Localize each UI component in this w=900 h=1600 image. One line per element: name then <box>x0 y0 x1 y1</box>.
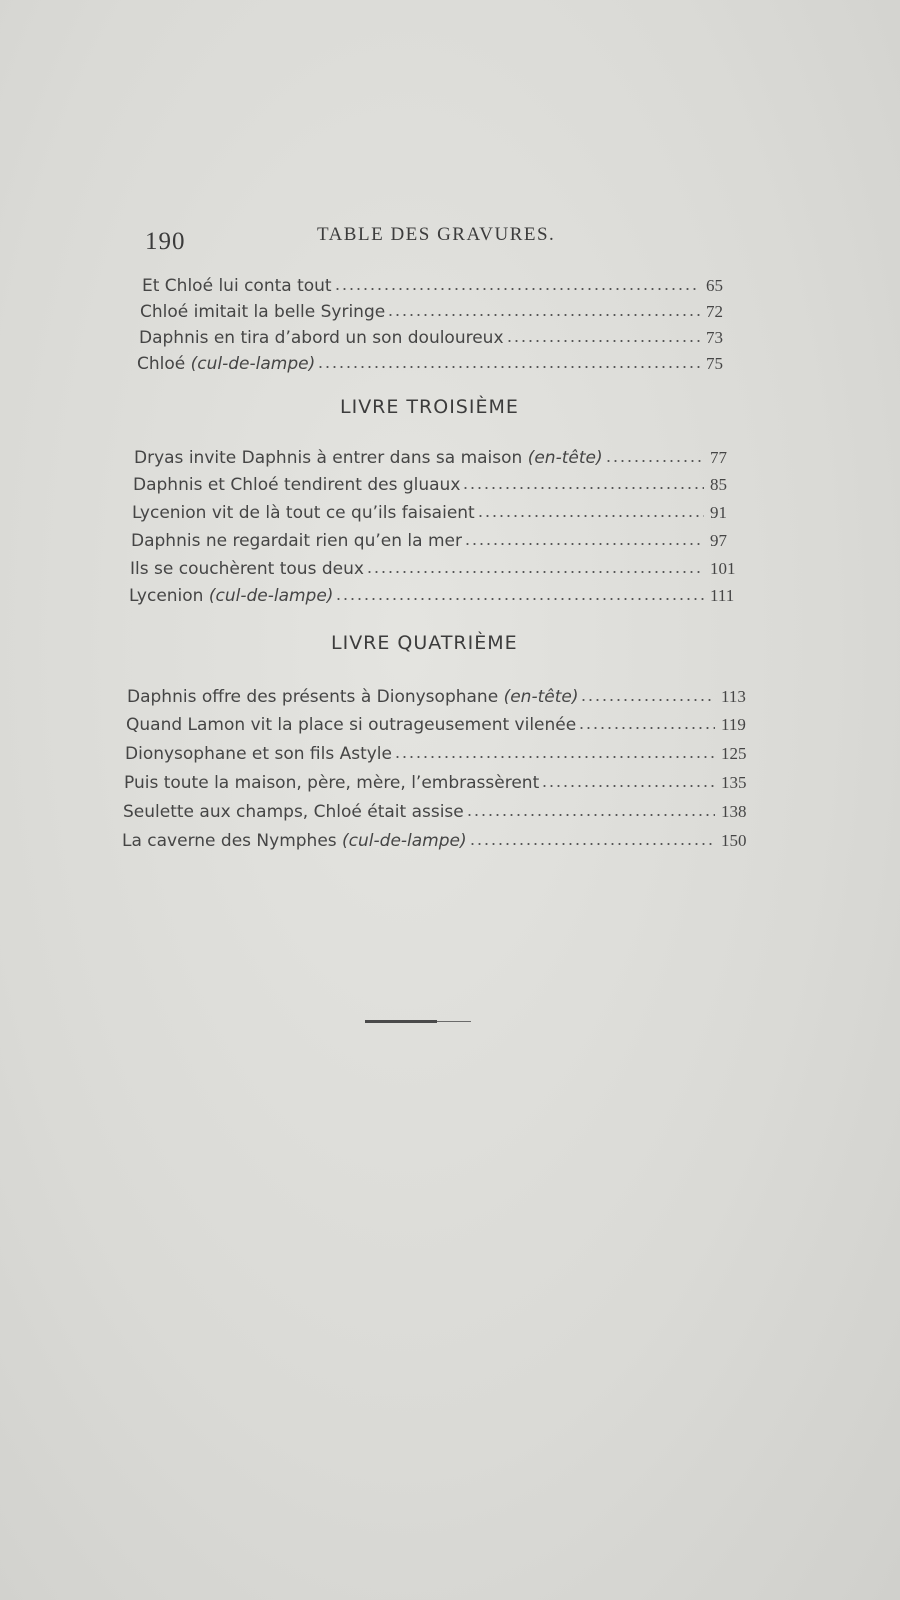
entry-text: Seulette aux champs, Chloé était assise <box>123 802 464 822</box>
toc-entry <box>142 268 742 296</box>
toc-entry <box>137 346 742 374</box>
entry-page: 135 <box>721 773 747 792</box>
toc-entry <box>134 440 746 468</box>
entry-title <box>134 448 603 468</box>
dot-leader <box>462 486 704 490</box>
dot-leader <box>466 813 715 817</box>
dot-leader <box>317 365 700 369</box>
entry-page: 65 <box>706 276 723 295</box>
entry-page: 125 <box>721 744 747 763</box>
entry-title <box>132 503 475 523</box>
entry-title <box>124 773 539 793</box>
section-heading-livre-quatrieme: LIVRE QUATRIÈME <box>331 632 518 654</box>
rule-thin-segment <box>437 1021 471 1022</box>
toc-entry <box>140 294 742 322</box>
toc-entry <box>126 707 757 735</box>
dot-leader <box>578 726 715 730</box>
entry-title <box>137 354 315 374</box>
entry-text: Lycenion vit de là tout ce qu’ils faisaient <box>132 503 475 523</box>
entry-text: Lycenion <box>129 586 209 606</box>
running-head <box>145 222 705 256</box>
entry-title <box>126 715 576 735</box>
toc-entry <box>133 467 746 495</box>
entry-title <box>130 559 364 579</box>
entry-page: 138 <box>721 802 747 821</box>
running-title: TABLE DES GRAVURES. <box>317 224 556 245</box>
entry-text: Ils se couchèrent tous deux <box>130 559 364 579</box>
entry-page: 77 <box>710 448 727 467</box>
entry-title <box>133 475 460 495</box>
entry-page: 75 <box>706 354 723 373</box>
entry-page: 72 <box>706 302 723 321</box>
entry-title <box>125 744 392 764</box>
entry-page: 113 <box>721 687 746 706</box>
entry-text: Dionysophane et son fils Astyle <box>125 744 392 764</box>
dot-leader <box>477 514 704 518</box>
dot-leader <box>541 784 715 788</box>
dot-leader <box>335 597 704 601</box>
dot-leader <box>394 755 715 759</box>
entry-text: Quand Lamon vit la place si outrageusement vilenée <box>126 715 577 735</box>
dot-leader <box>580 698 715 702</box>
entry-note: (en-tête) <box>503 687 579 707</box>
entry-page: 91 <box>710 503 727 522</box>
toc-entry <box>124 765 757 793</box>
toc-entry <box>130 551 746 579</box>
entry-text: Puis toute la maison, père, mère, l’embrassèrent <box>124 773 540 793</box>
entry-note: (cul-de-lampe) <box>342 831 467 851</box>
entry-text: Chloé imitait la belle Syringe <box>140 302 386 322</box>
toc-entry <box>127 679 757 707</box>
entry-page: 73 <box>706 328 723 347</box>
page-number: 190 <box>145 228 186 255</box>
toc-entry <box>132 495 746 523</box>
entry-text: La caverne des Nymphes <box>122 831 343 851</box>
entry-page: 111 <box>710 586 735 605</box>
entry-title <box>139 328 504 348</box>
entry-title <box>142 276 332 296</box>
entry-text: Dryas invite Daphnis à entrer dans sa maison <box>134 448 528 468</box>
rule-thick-segment <box>365 1020 437 1023</box>
entry-title <box>122 831 467 851</box>
toc-entry <box>139 320 742 348</box>
dot-leader <box>506 339 700 343</box>
entry-text: Daphnis ne regardait rien qu’en la mer <box>131 531 462 551</box>
entry-text: Chloé <box>137 354 191 374</box>
entry-note: (cul-de-lampe) <box>190 354 316 374</box>
dot-leader <box>464 542 704 546</box>
entry-page: 150 <box>721 831 747 850</box>
entry-note: (cul-de-lampe) <box>208 586 334 606</box>
toc-entry <box>131 523 746 551</box>
entry-title <box>127 687 578 707</box>
toc-entry <box>123 794 757 822</box>
entry-page: 101 <box>710 559 736 578</box>
entry-title <box>123 802 464 822</box>
dot-leader <box>605 459 704 463</box>
entry-text: Daphnis et Chloé tendirent des gluaux <box>133 475 461 495</box>
entry-page: 85 <box>710 475 727 494</box>
dot-leader <box>366 570 704 574</box>
entry-title <box>140 302 385 322</box>
entry-text: Daphnis en tira d’abord un son douloureux <box>139 328 504 348</box>
entry-title <box>131 531 462 551</box>
dot-leader <box>334 287 700 291</box>
entry-text: Et Chloé lui conta tout <box>142 276 332 296</box>
toc-entry <box>125 736 757 764</box>
dot-leader <box>469 842 715 846</box>
entry-page: 119 <box>721 715 746 734</box>
entry-text: Daphnis offre des présents à Dionysophane <box>127 687 504 707</box>
entry-note: (en-tête) <box>527 448 603 468</box>
section-heading-livre-troisieme: LIVRE TROISIÈME <box>340 396 519 418</box>
dot-leader <box>387 313 700 317</box>
toc-entry <box>122 823 757 851</box>
closing-rule <box>365 1020 471 1023</box>
entry-title <box>129 586 333 606</box>
entry-page: 97 <box>710 531 727 550</box>
toc-entry <box>129 578 746 606</box>
